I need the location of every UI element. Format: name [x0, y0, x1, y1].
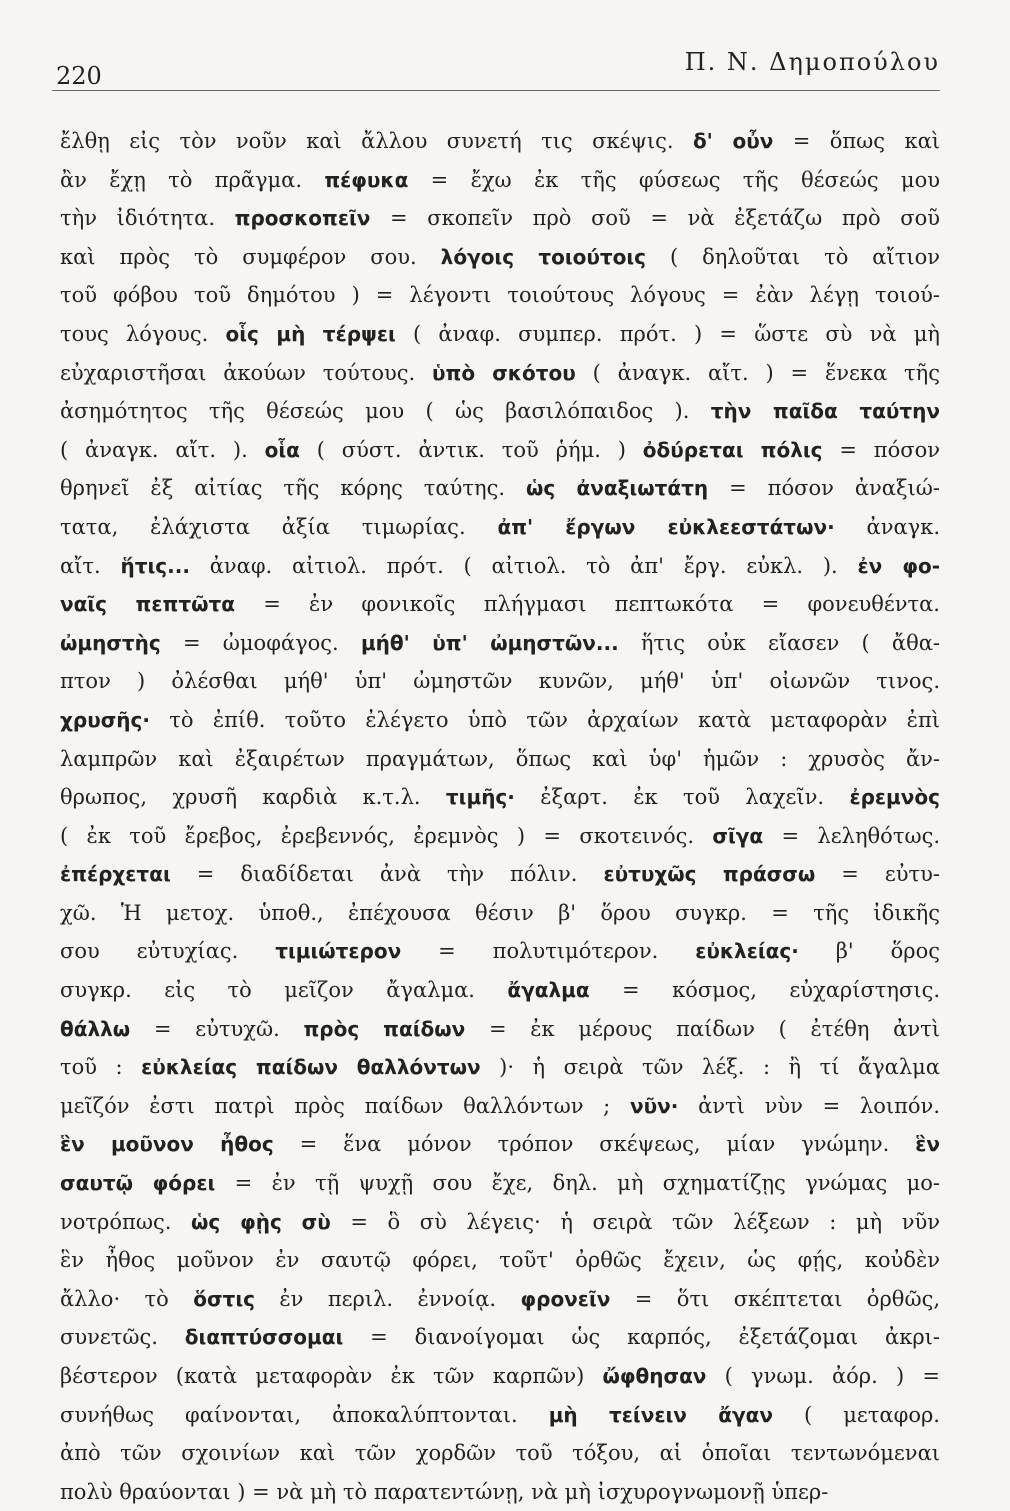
gloss-text: = σκοπεῖν πρὸ σοῦ = νὰ ἐξετάζω πρὸ σοῦ [370, 206, 940, 231]
lemma-term: τιμῆς· [445, 785, 515, 810]
gloss-text: = ὠμοφάγος. [160, 630, 361, 655]
text-line [60, 547, 940, 586]
gloss-text: θρηνεῖ ἐξ αἰτίας τῆς κόρης ταύτης. [60, 476, 526, 501]
lemma-term: τιμιώτερον [275, 939, 402, 964]
lemma-term: σαυτῷ φόρει [60, 1171, 216, 1196]
lemma-term: ἐν φο- [857, 553, 941, 578]
text-line [60, 701, 940, 740]
lemma-term: λόγοις τοιούτοις [440, 244, 647, 269]
running-head: Π. Ν. Δημοπούλου [684, 48, 940, 76]
text-line [60, 971, 940, 1010]
page-number: 220 [56, 62, 102, 90]
gloss-text: )· ἡ σειρὰ τῶν λέξ. : ἢ τί ἄγαλμα [480, 1055, 940, 1080]
lemma-term: ἥτις... [120, 553, 190, 578]
gloss-text: = ἐν τῇ ψυχῇ σου ἔχε, δηλ. μὴ σχηματίζῃς γνώμας μο- [215, 1171, 940, 1196]
gloss-text: ἐν περιλ. ἐννοίᾳ. [254, 1286, 521, 1311]
lemma-term: ὡς φῂς σὺ [190, 1209, 331, 1234]
text-line [60, 1396, 940, 1435]
text-line [60, 1357, 940, 1396]
gloss-text: = ὅπως καὶ [773, 129, 940, 153]
gloss-text: = ἔχω ἐκ τῆς φύσεως τῆς θέσεώς μου [408, 167, 940, 192]
lemma-term: θάλλω [60, 1016, 131, 1041]
text-line [60, 1434, 940, 1473]
lemma-term: φρονεῖν [520, 1286, 611, 1311]
gloss-text: = εὐτυχῶ. [130, 1016, 304, 1041]
lemma-term: νῦν· [629, 1093, 679, 1118]
gloss-text: τὴν ἰδιότητα. [60, 206, 235, 231]
gloss-text: θρωπος, χρυσῆ καρδιὰ κ.τ.λ. [60, 785, 446, 810]
text-line [60, 315, 940, 354]
text-line [60, 238, 940, 277]
text-line [60, 431, 940, 470]
gloss-text: συνήθως φαίνονται, ἀποκαλύπτονται. [60, 1402, 549, 1427]
gloss-text: μεῖζόν ἐστι πατρὶ πρὸς παίδων θαλλόντων ; [60, 1093, 630, 1118]
lemma-term: μὴ τείνειν ἄγαν [548, 1402, 773, 1427]
text-line [60, 1280, 940, 1319]
lemma-term: ὑπὸ σκότου [432, 360, 576, 385]
gloss-text: = λεληθότως. [763, 823, 941, 848]
lemma-term: εὐκλείας· [695, 939, 799, 964]
gloss-text: ἔλθῃ εἰς τὸν νοῦν καὶ ἄλλου συνετή τις σκέψις. [60, 129, 693, 153]
lemma-term: πρὸς παίδων [303, 1016, 466, 1041]
gloss-text: νοτρόπως. [60, 1209, 191, 1234]
lemma-term: ἐπέρχεται [60, 862, 171, 887]
gloss-text: ( σύστ. ἀντικ. τοῦ ῥήμ. ) [299, 437, 643, 462]
gloss-text: ( ἐκ τοῦ ἔρεβος, ἐρεβεννός, ἐρεμνὸς ) = σκοτεινός. [60, 823, 713, 848]
gloss-text: ἂν ἔχῃ τὸ πρᾶγμα. [60, 167, 325, 192]
lemma-term: οἷς μὴ τέρψει [225, 321, 396, 346]
text-line [60, 122, 940, 161]
text-line [60, 508, 940, 547]
gloss-text: συνετῶς. [60, 1325, 185, 1350]
text-line [60, 585, 940, 624]
gloss-text: τους λόγους. [60, 321, 226, 346]
gloss-text: ἀντὶ νὺν = λοιπόν. [678, 1093, 940, 1118]
lemma-term: ὀδύρεται πόλις [642, 437, 823, 462]
text-line [60, 1318, 940, 1357]
gloss-text: = εὐτυ- [815, 862, 940, 887]
gloss-text: ἐξαρτ. ἐκ τοῦ λαχεῖν. [514, 785, 850, 810]
lemma-term: εὐκλείας παίδων θαλλόντων [141, 1055, 481, 1080]
lemma-term: ὡς ἀναξιωτάτη [526, 476, 709, 501]
text-line [60, 1203, 940, 1242]
text-line [60, 662, 940, 701]
lemma-term: μήθ' ὑπ' ὠμηστῶν... [360, 630, 619, 655]
text-line [60, 392, 940, 431]
lemma-term: οἷα [264, 437, 300, 462]
text-line [60, 1241, 940, 1280]
text-line [60, 894, 940, 933]
gloss-text: ( γνωμ. ἀόρ. ) = [706, 1364, 940, 1388]
text-line [60, 276, 940, 315]
text-line [60, 624, 940, 663]
lemma-term: προσκοπεῖν [234, 206, 371, 231]
gloss-text: = ἕνα μόνον τρόπον σκέψεως, μίαν γνώμην. [273, 1132, 916, 1157]
gloss-text: ( μεταφορ. [772, 1402, 940, 1427]
lemma-term: εὐτυχῶς πράσσω [603, 862, 816, 887]
text-line [60, 1164, 940, 1203]
text-line [60, 1473, 940, 1511]
gloss-text: τατα, ἐλάχιστα ἀξία τιμωρίας. [60, 514, 498, 539]
lemma-term: ὠμηστὴς [60, 630, 161, 655]
lemma-term: τὴν παῖδα ταύτην [710, 399, 940, 424]
gloss-text: = διαδίδεται ἀνὰ τὴν πόλιν. [170, 862, 604, 887]
text-line [60, 1048, 940, 1087]
gloss-text: ( δηλοῦται τὸ αἴτιον [646, 244, 940, 269]
gloss-text: ( ἀναφ. συμπερ. πρότ. ) = ὥστε σὺ νὰ μὴ [395, 321, 940, 346]
gloss-text: = ἐκ μέρους παίδων ( ἐτέθη ἀντὶ [465, 1016, 940, 1041]
lemma-term: ἀπ' ἔργων εὐκλεεστάτων· [497, 514, 835, 539]
gloss-text: ( ἀναγκ. αἴτ. ). [60, 437, 265, 462]
text-line [60, 817, 940, 856]
gloss-text: καὶ πρὸς τὸ συμφέρον σου. [60, 244, 441, 269]
text-line [60, 354, 940, 393]
text-line [60, 469, 940, 508]
gloss-text: αἴτ. [60, 553, 121, 578]
gloss-text: = ἐν φονικοῖς πλήγμασι πεπτωκότα = φονευθέντα. [234, 592, 940, 617]
gloss-text: ἀναγκ. [834, 514, 941, 539]
gloss-text: τοῦ φόβου τοῦ δημότου ) = λέγοντι τοιούτους λόγους = ἐὰν λέγῃ τοιού- [60, 283, 940, 308]
lemma-term: ἓν [915, 1132, 940, 1157]
lemma-term: χρυσῆς· [60, 707, 150, 732]
lemma-term: ναῖς πεπτῶτα [60, 592, 235, 617]
gloss-text: ( ἀναγκ. αἴτ. ) = ἕνεκα τῆς [575, 360, 940, 385]
gloss-text: = ὃ σὺ λέγεις· ἡ σειρὰ τῶν λέξεων : μὴ νῦν [330, 1209, 941, 1234]
gloss-text: ἀσημότητος τῆς θέσεώς μου ( ὡς βασιλόπαιδος ). [60, 399, 711, 424]
gloss-text: πτον ) ὀλέσθαι μήθ' ὑπ' ὠμηστῶν κυνῶν, μήθ' ὑπ' οἰωνῶν τινος. [60, 669, 940, 694]
lemma-term: πέφυκα [324, 167, 409, 192]
gloss-text: ἄλλο· τὸ [60, 1286, 194, 1311]
lemma-term: διαπτύσσομαι [184, 1325, 344, 1350]
lemma-term: ἐρεμνὸς [849, 785, 940, 810]
text-line [60, 161, 940, 200]
commentary-text [60, 122, 940, 1511]
gloss-text: λαμπρῶν καὶ ἐξαιρέτων πραγμάτων, ὅπως καὶ ὑφ' ἡμῶν : χρυσὸς ἄν- [60, 746, 940, 771]
gloss-text: = πόσον ἀναξιώ- [708, 476, 940, 501]
lemma-term: ἓν μοῦνον ἦθος [60, 1132, 274, 1157]
gloss-text: πολὺ θραύονται ) = νὰ μὴ τὸ παρατεντώνῃ, νὰ μὴ ἰσχυρογνωμονῇ ὑπερ- [60, 1479, 829, 1504]
text-line [60, 1087, 940, 1126]
gloss-text: τοῦ : [60, 1055, 142, 1080]
gloss-text: εὐχαριστῆσαι ἀκούων τούτους. [60, 360, 433, 385]
text-line [60, 199, 940, 238]
gloss-text: = διανοίγομαι ὡς καρπός, ἐξετάζομαι ἀκρι- [343, 1325, 940, 1350]
gloss-text: ἀναφ. αἰτιολ. πρότ. ( αἰτιολ. τὸ ἀπ' ἔργ. εὐκλ. ). [189, 553, 858, 578]
gloss-text: = πολυτιμότερον. [401, 939, 696, 964]
lemma-term: ὅστις [193, 1286, 255, 1311]
text-line [60, 1010, 940, 1049]
text-line [60, 932, 940, 971]
gloss-text: ἓν ἦθος μοῦνον ἐν σαυτῷ φόρει, τοῦτ' ὀρθῶς ἔχειν, ὡς φῄς, κοὐδὲν [60, 1248, 940, 1273]
text-line [60, 740, 940, 779]
gloss-text: ἀπὸ τῶν σχοινίων καὶ τῶν χορδῶν τοῦ τόξου, αἱ ὁποῖαι τεντωνόμεναι [60, 1441, 940, 1466]
gloss-text: = κόσμος, εὐχαρίστησις. [589, 978, 941, 1003]
gloss-text: = ὅτι σκέπτεται ὀρθῶς, [610, 1286, 941, 1311]
gloss-text: τὸ ἐπίθ. τοῦτο ἐλέγετο ὑπὸ τῶν ἀρχαίων κατὰ μεταφορὰν ἐπὶ [150, 707, 940, 732]
gloss-text: χῶ. Ἡ μετοχ. ὑποθ., ἐπέχουσα θέσιν β' ὅρου συγκρ. = τῆς ἰδικῆς [60, 900, 940, 925]
lemma-term: ἄγαλμα [507, 978, 590, 1003]
gloss-text: ἥτις οὐκ εἴασεν ( ἄθα- [618, 630, 940, 655]
gloss-text: βέστερον (κατὰ μεταφορὰν ἐκ τῶν καρπῶν) [60, 1364, 603, 1388]
lemma-term: ὤφθησαν [602, 1364, 707, 1388]
lemma-term: δ' οὖν [692, 129, 774, 153]
gloss-text: συγκρ. εἰς τὸ μεῖζον ἄγαλμα. [60, 978, 508, 1003]
page-header [52, 44, 940, 91]
gloss-text: σου εὐτυχίας. [60, 939, 276, 964]
lemma-term: σῖγα [712, 823, 764, 848]
gloss-text: = πόσον [822, 437, 941, 462]
gloss-text: β' ὅρος [798, 939, 940, 964]
text-line [60, 778, 940, 817]
text-line [60, 1125, 940, 1164]
text-line [60, 855, 940, 894]
